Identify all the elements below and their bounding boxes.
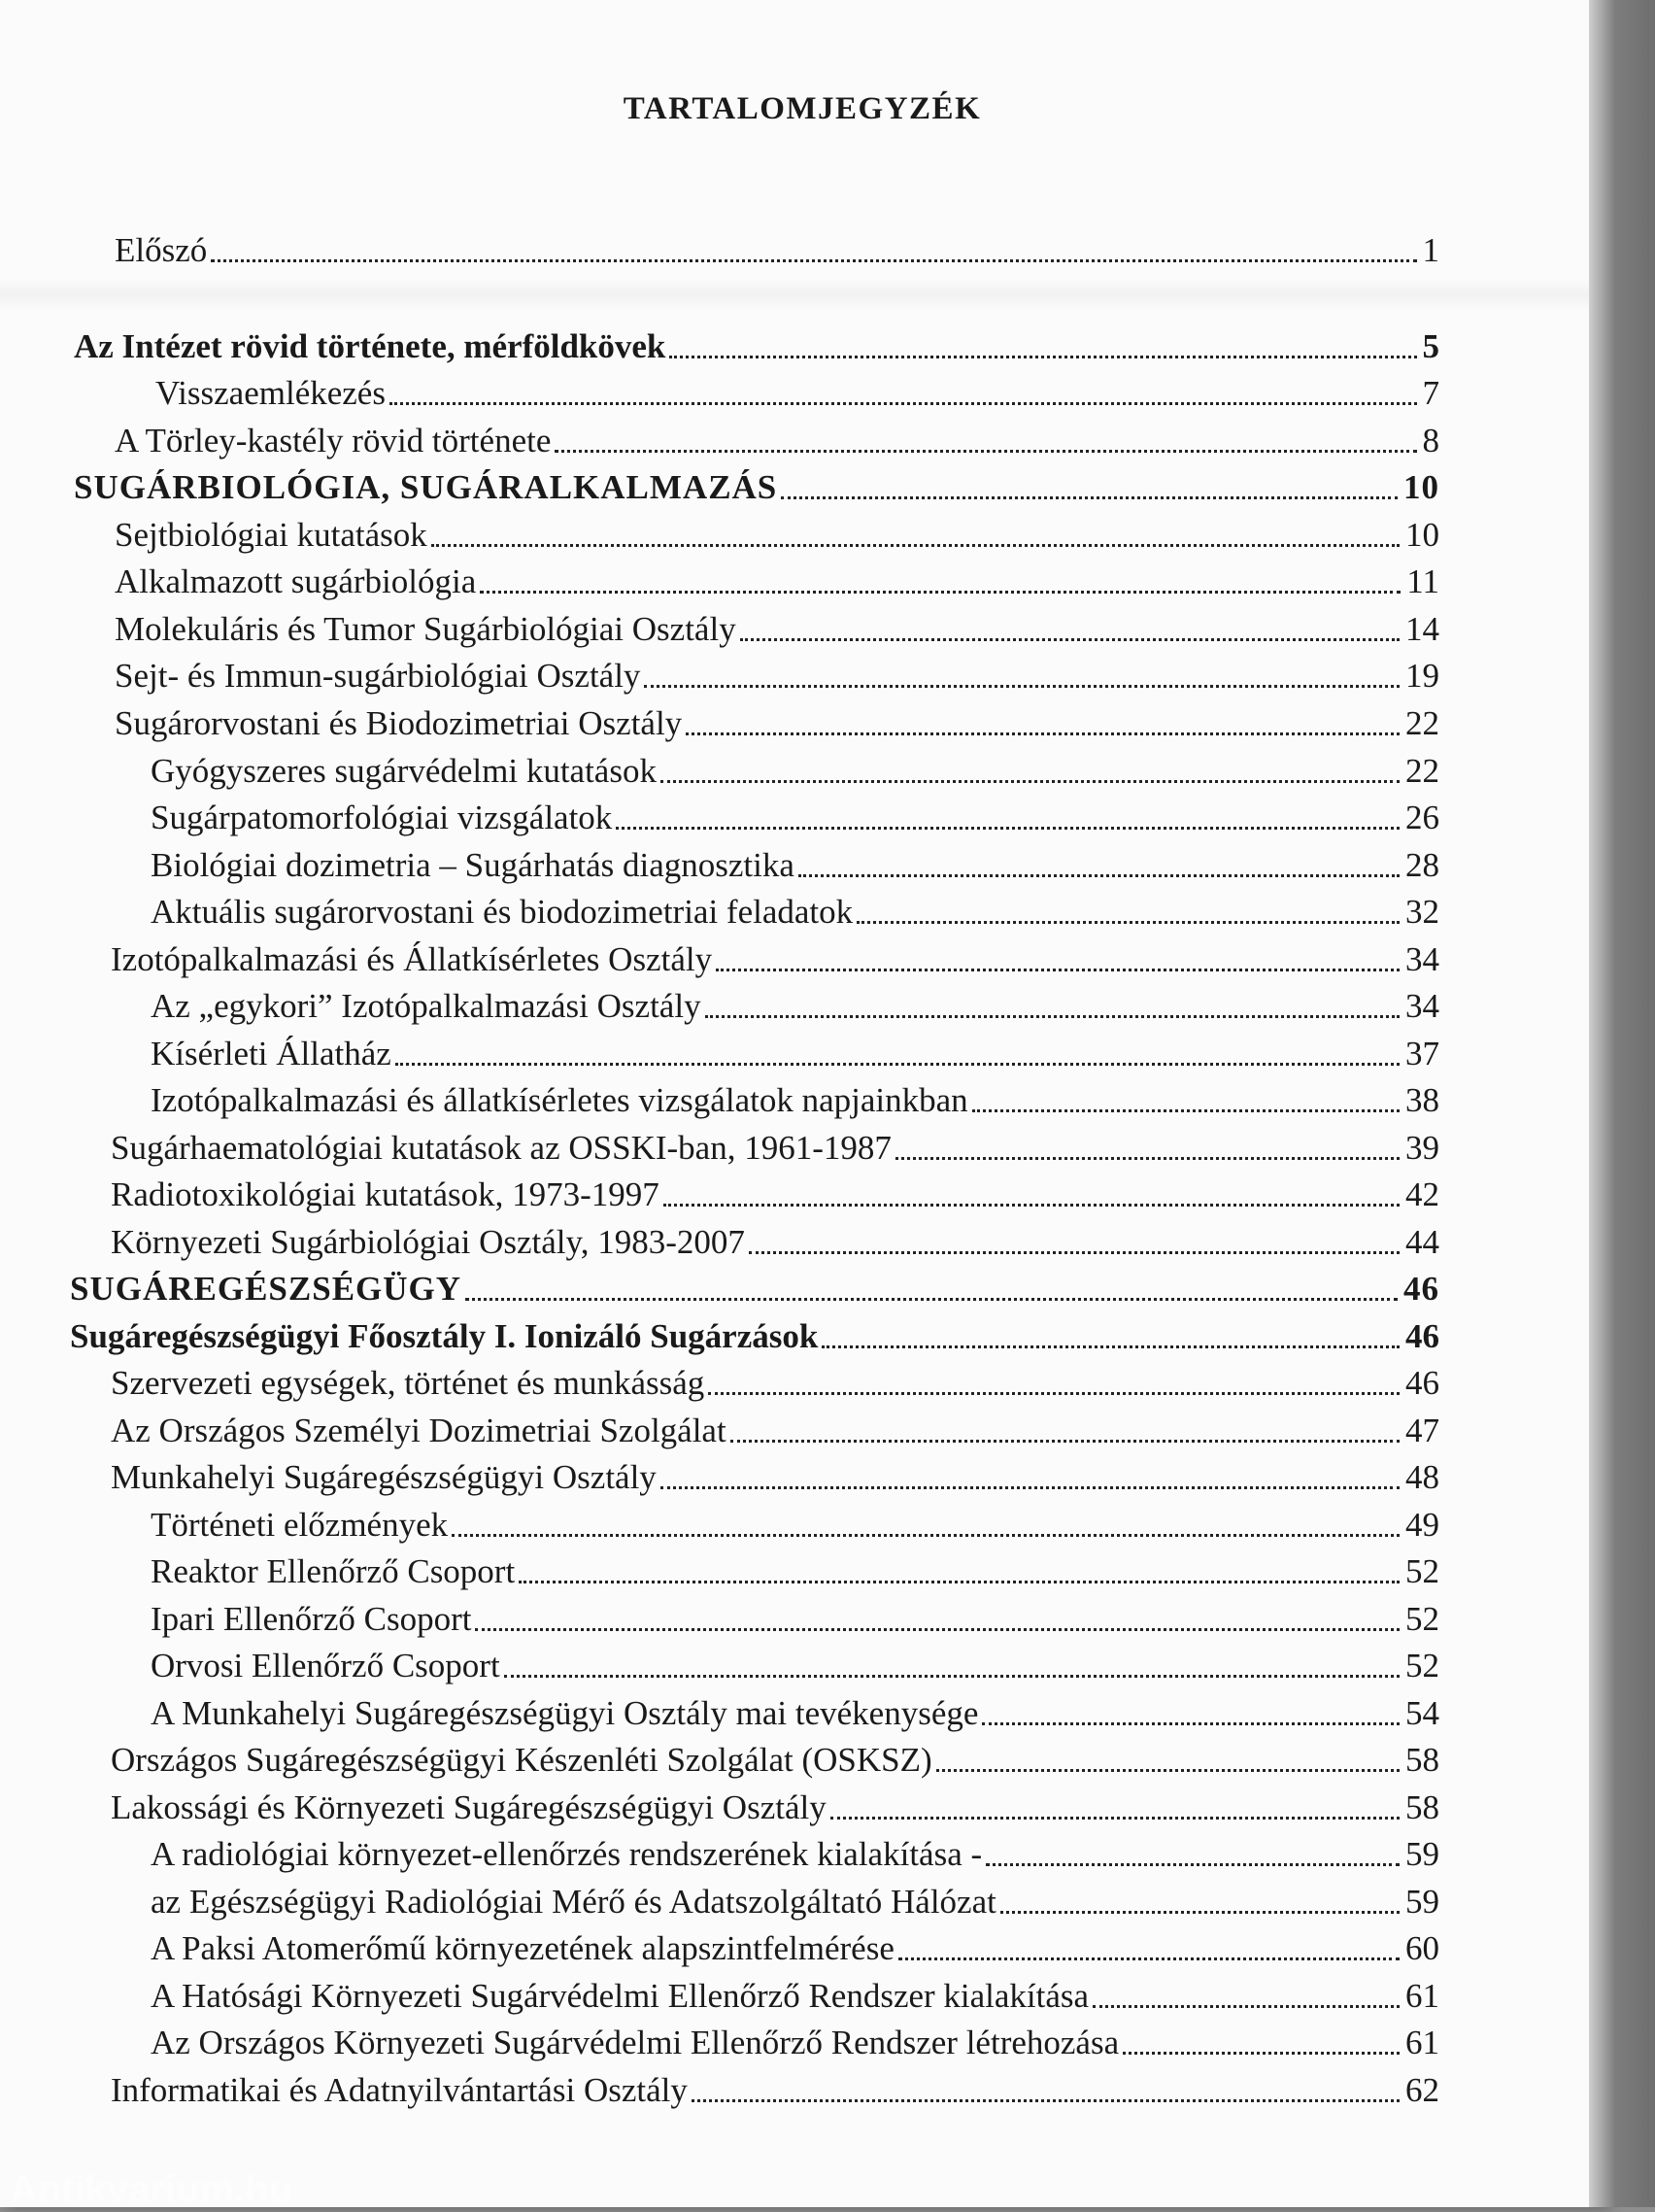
leader-dots (781, 496, 1398, 499)
toc-entry-page: 62 (1405, 2071, 1439, 2109)
toc-entry-page: 48 (1405, 1458, 1439, 1496)
leader-dots (686, 732, 1400, 735)
leader-dots (857, 921, 1400, 924)
leader-dots (972, 1109, 1400, 1112)
toc-entry-label: Gyógyszeres sugárvédelmi kutatások (151, 752, 657, 790)
toc-entry-page: 37 (1405, 1035, 1439, 1072)
leader-dots (555, 450, 1416, 453)
toc-entry-page: 34 (1405, 987, 1439, 1025)
leader-dots (798, 874, 1400, 877)
leader-dots (211, 259, 1416, 262)
toc-entry-label: Munkahelyi Sugáregészségügyi Osztály (111, 1458, 657, 1496)
leader-dots (660, 1486, 1400, 1489)
leader-dots (898, 1957, 1400, 1960)
toc-entry (115, 514, 1439, 557)
toc-entry (151, 1692, 1439, 1735)
toc-entry-label: Környezeti Sugárbiológiai Osztály, 1983-2007 (111, 1223, 745, 1261)
toc-entry-page: 28 (1405, 846, 1439, 884)
leader-dots (519, 1581, 1400, 1583)
leader-dots (480, 591, 1401, 594)
toc-entry (151, 750, 1439, 793)
toc-entry-page: 19 (1405, 657, 1439, 695)
toc-entry-page: 26 (1405, 799, 1439, 836)
leader-dots (986, 1863, 1400, 1866)
toc-entry-label: Ipari Ellenőrző Csoport (151, 1600, 472, 1638)
toc-entry (111, 1362, 1439, 1405)
toc-entry-label: Biológiai dozimetria – Sugárhatás diagnosztika (151, 846, 794, 884)
toc-entry (115, 702, 1439, 745)
toc-entry-page: 8 (1422, 422, 1439, 459)
toc-entry-page: 44 (1405, 1223, 1439, 1261)
toc-entry (151, 2022, 1439, 2064)
toc-entry-page: 42 (1405, 1175, 1439, 1213)
toc-entry-label: Lakossági és Környezeti Sugáregészségügyi Osztály (111, 1788, 827, 1826)
toc-entry-label: Szervezeti egységek, történet és munkásság (111, 1364, 705, 1402)
toc-entry-page: 46 (1405, 1364, 1439, 1402)
leader-dots (705, 1015, 1400, 1018)
leader-dots (936, 1769, 1400, 1772)
leader-dots (660, 780, 1400, 783)
toc-entry-page: 54 (1405, 1694, 1439, 1732)
leader-dots (431, 544, 1400, 547)
toc-entry (115, 655, 1439, 698)
toc-entry (111, 1127, 1439, 1170)
toc-entry-label: Az Intézet rövid története, mérföldkövek (74, 327, 666, 365)
watermark-text: Antikvarium.hu (10, 2168, 293, 2211)
leader-dots (452, 1534, 1400, 1537)
toc-entry-label: Az Országos Környezeti Sugárvédelmi Ellenőrző Rendszer létrehozása (151, 2024, 1120, 2061)
toc-entry (115, 561, 1439, 603)
toc-entry-page: 47 (1405, 1412, 1439, 1449)
toc-entry-label: Sugárpatomorfológiai vizsgálatok (151, 799, 613, 836)
toc-entry (151, 1504, 1439, 1547)
toc-entry (74, 325, 1439, 368)
toc-entry (115, 608, 1439, 651)
leader-dots (669, 356, 1416, 358)
toc-entry (151, 844, 1439, 887)
toc-entry-label: Az Országos Személyi Dozimetriai Szolgálat (111, 1412, 726, 1449)
toc-entry-label: Alkalmazott sugárbiológia (115, 562, 477, 600)
toc-entry-label: Izotópalkalmazási és Állatkísérletes Osztály (111, 940, 713, 978)
toc-entry (70, 1315, 1439, 1358)
leader-dots (465, 1298, 1398, 1301)
toc-entry (151, 797, 1439, 839)
toc-entry-page: 39 (1405, 1129, 1439, 1167)
toc-entry-label: Történeti előzmények (151, 1506, 449, 1544)
toc-entry-label: A Törley-kastély rövid története (115, 422, 552, 459)
toc-entry-label: Sugárhaematológiai kutatások az OSSKI-ban, 1961-1987 (111, 1129, 892, 1167)
toc-entry-page: 60 (1405, 1929, 1439, 1967)
toc-entry-label: Az „egykori” Izotópalkalmazási Osztály (151, 987, 701, 1025)
toc-entry (151, 1833, 1439, 1876)
leader-dots (663, 1204, 1400, 1207)
toc-entry-label: Radiotoxikológiai kutatások, 1973-1997 (111, 1175, 659, 1213)
toc-entry-page: 1 (1422, 231, 1439, 269)
toc-entry (151, 1033, 1439, 1075)
leader-dots (749, 1251, 1400, 1254)
toc-entry (115, 420, 1439, 462)
bleed-through-shadow (0, 278, 1604, 311)
toc-entry-page: 46 (1403, 1270, 1439, 1308)
toc-entry-label: Izotópalkalmazási és állatkísérletes vizsgálatok napjainkban (151, 1081, 968, 1119)
toc-entry (151, 1881, 1439, 1923)
leader-dots (504, 1675, 1400, 1678)
leader-dots (822, 1345, 1400, 1348)
leader-dots (730, 1440, 1400, 1443)
toc-entry (151, 1975, 1439, 2018)
toc-entry-page: 22 (1405, 704, 1439, 742)
toc-entry-label: Visszaemlékezés (155, 374, 386, 412)
toc-entry-label: SUGÁRBIOLÓGIA, SUGÁRALKALMAZÁS (74, 468, 778, 506)
toc-entry-label: Informatikai és Adatnyilvántartási Osztály (111, 2071, 688, 2109)
toc-entry-page: 32 (1405, 893, 1439, 931)
toc-entry-page: 5 (1422, 327, 1439, 365)
toc-entry-page: 34 (1405, 940, 1439, 978)
toc-entry-label: A Munkahelyi Sugáregészségügyi Osztály mai tevékenysége (151, 1694, 979, 1732)
leader-dots (982, 1722, 1400, 1725)
toc-entry-label: Sejt- és Immun-sugárbiológiai Osztály (115, 657, 641, 695)
toc-entry (111, 1174, 1439, 1216)
toc-entry-page: 10 (1403, 468, 1439, 506)
toc-entry-label: Molekuláris és Tumor Sugárbiológiai Osztály (115, 610, 736, 648)
toc-entry-label: Orvosi Ellenőrző Csoport (151, 1647, 500, 1685)
toc-entry (151, 1927, 1439, 1970)
toc-entry (151, 1645, 1439, 1687)
book-gutter (1589, 0, 1655, 2207)
toc-entry-page: 10 (1405, 516, 1439, 554)
leader-dots (475, 1628, 1400, 1631)
leader-dots (708, 1392, 1400, 1395)
leader-dots (1000, 1911, 1400, 1914)
leader-dots (692, 2099, 1400, 2102)
toc-entry-label: Előszó (115, 231, 208, 269)
leader-dots (716, 969, 1400, 971)
toc-entry (151, 1550, 1439, 1593)
toc-entry-page: 38 (1405, 1081, 1439, 1119)
leader-dots (740, 638, 1400, 641)
toc-entry-label: SUGÁREGÉSZSÉGÜGY (70, 1270, 462, 1308)
toc-entry (115, 229, 1439, 272)
leader-dots (389, 402, 1417, 405)
toc-entry-page: 14 (1405, 610, 1439, 648)
toc-entry-page: 59 (1405, 1883, 1439, 1921)
toc-entry (111, 1456, 1439, 1499)
page-title: TARTALOMJEGYZÉK (623, 91, 982, 126)
toc-entry (111, 938, 1439, 981)
toc-entry-label: Sugárorvostani és Biodozimetriai Osztály (115, 704, 683, 742)
toc-entry (155, 372, 1439, 415)
toc-entry (151, 1598, 1439, 1641)
toc-entry-page: 61 (1405, 2024, 1439, 2061)
leader-dots (895, 1157, 1400, 1160)
leader-dots (616, 827, 1400, 830)
toc-entry-page: 58 (1405, 1741, 1439, 1779)
toc-entry (111, 2069, 1439, 2112)
leader-dots (1123, 2052, 1400, 2055)
toc-entry (70, 1268, 1439, 1310)
toc-entry-page: 46 (1405, 1317, 1439, 1355)
toc-entry-label: A radiológiai környezet-ellenőrzés rendszerének kialakítása - (151, 1835, 983, 1873)
toc-entry (151, 1079, 1439, 1122)
toc-entry-label: Aktuális sugárorvostani és biodozimetriai feladatok (151, 893, 854, 931)
toc-entry-page: 58 (1405, 1788, 1439, 1826)
toc-entry-page: 22 (1405, 752, 1439, 790)
toc-entry-page: 52 (1405, 1552, 1439, 1590)
toc-entry-label: Kísérleti Állatház (151, 1035, 391, 1072)
toc-entry-page: 7 (1422, 374, 1439, 412)
toc-entry (74, 466, 1439, 509)
leader-dots (1093, 2005, 1400, 2008)
toc-entry-page: 11 (1406, 562, 1439, 600)
toc-entry-label: Sejtbiológiai kutatások (115, 516, 427, 554)
toc-entry-page: 52 (1405, 1600, 1439, 1638)
toc-entry (151, 985, 1439, 1028)
toc-entry-page: 59 (1405, 1835, 1439, 1873)
toc-entry-label: A Paksi Atomerőmű környezetének alapszintfelmérése (151, 1929, 895, 1967)
toc-entry-page: 61 (1405, 1977, 1439, 2015)
toc-entry-label: Országos Sugáregészségügyi Készenléti Szolgálat (OSKSZ) (111, 1741, 932, 1779)
toc-entry (111, 1221, 1439, 1264)
leader-dots (395, 1063, 1400, 1066)
leader-dots (830, 1817, 1400, 1820)
toc-entry-page: 52 (1405, 1647, 1439, 1685)
toc-entry (151, 891, 1439, 934)
toc-entry-page: 49 (1405, 1506, 1439, 1544)
leader-dots (644, 685, 1400, 688)
toc-entry (111, 1787, 1439, 1829)
toc-entry-label: Reaktor Ellenőrző Csoport (151, 1552, 516, 1590)
toc-entry-label: Sugáregészségügyi Főosztály I. Ionizáló Sugárzások (70, 1317, 819, 1355)
toc-entry-label: A Hatósági Környezeti Sugárvédelmi Ellenőrző Rendszer kialakítása (151, 1977, 1090, 2015)
toc-entry (111, 1739, 1439, 1782)
toc-entry (111, 1410, 1439, 1452)
toc-entry-label: az Egészségügyi Radiológiai Mérő és Adatszolgáltató Hálózat (151, 1883, 996, 1921)
